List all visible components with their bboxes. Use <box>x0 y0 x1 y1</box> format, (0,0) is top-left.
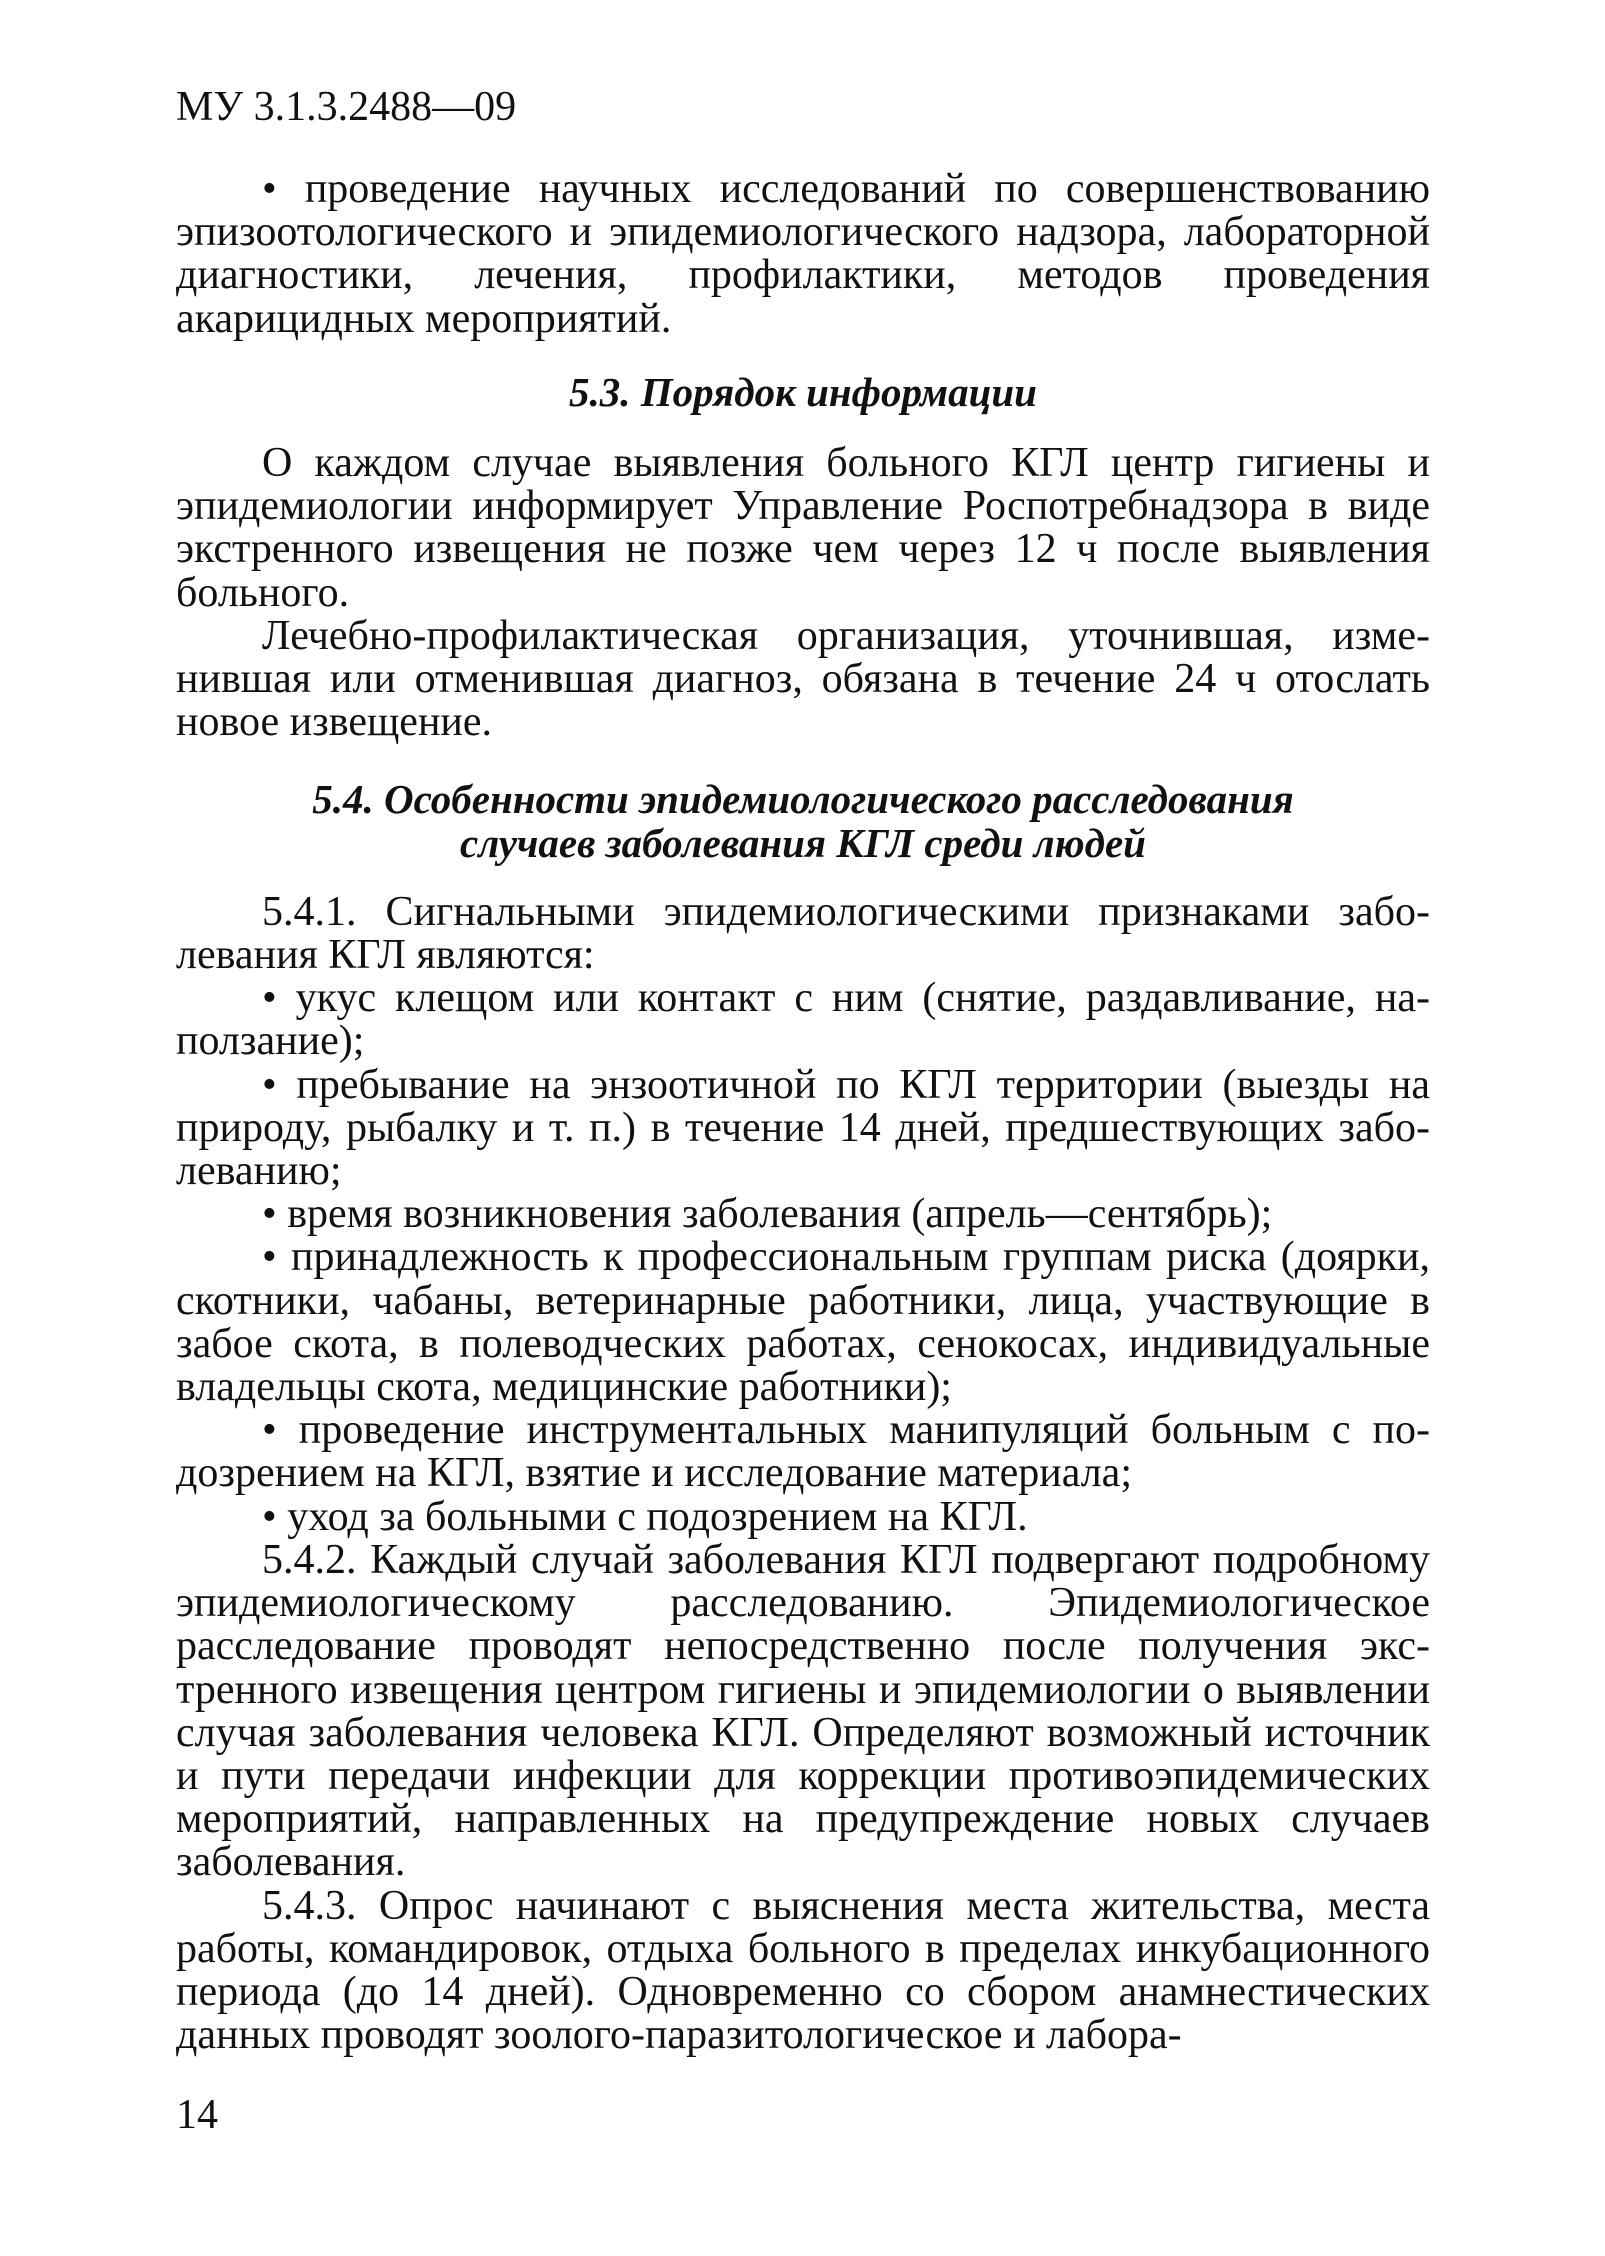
paragraph-5-4-2: 5.4.2. Каждый случай заболевания КГЛ подвергают подробному эпидемиологическому расследованию. Эпидемиологическое расследование проводят непосредственно после получения экстренного извещения центром гигиены и эпидемиологии о выявлении случая заболевания человека КГЛ. Определяют возможный источник и пути передачи инфекции для коррекции противоэпидемических мероприятий, направленных на предупреждение новых случаев заболевания. <box>176 1536 1430 1886</box>
paragraph-5-4-1: 5.4.1. Сигнальными эпидемиологическими признаками заболевания КГЛ являются: <box>176 888 1430 979</box>
paragraph: Лечебно-профилактическая организация, уточнившая, изменившая или отменившая диагноз, обязана в течение 24 ч отослать новое извещение. <box>176 612 1430 746</box>
running-head: МУ 3.1.3.2488—09 <box>176 84 517 130</box>
section-heading-5-3: 5.3. Порядок информации <box>569 368 1037 415</box>
bullet-item: • проведение инструментальных манипуляций больным с подозрением на КГЛ, взятие и исследование материала; <box>176 1409 1430 1495</box>
section-heading-5-4-line1: 5.4. Особенности эпидемиологического расследования <box>312 776 1294 823</box>
bullet-item: • принадлежность к профессиональным группам риска (доярки, скотники, чабаны, ветеринарные работники, лица, участвующие в забое скота, в полеводческих работах, сенокосах, индивидуальные владельцы скота, медицинские работники); <box>176 1236 1430 1409</box>
bullet-item: • время возникновения заболевания (апрель—сентябрь); <box>176 1193 1430 1236</box>
page-body <box>176 168 1430 2057</box>
paragraph-5-4-3: 5.4.3. Опрос начинают с выяснения места жительства, места работы, командировок, отдыха больного в пределах инкубационного периода (до 14 дней). Одновременно со сбором анамнестических данных проводят зоолого-паразитологическое и лабора- <box>176 1882 1430 2059</box>
section-heading-5-4-line2: случаев заболевания КГЛ среди людей <box>460 819 1146 866</box>
bullet-item: • пребывание на энзоотичной по КГЛ территории (выезды на природу, рыбалку и т. п.) в течение 14 дней, предшествующих заболеванию; <box>176 1064 1430 1194</box>
page-number: 14 <box>176 2092 218 2138</box>
bullet-item: • уход за больными с подозрением на КГЛ. <box>176 1496 1430 1539</box>
section-heading-5-4 <box>176 778 1430 864</box>
bullet-item: • проведение научных исследований по совершенствованию эпизоотологического и эпидемиологического надзора, лабораторной диагностики, лечения, профилактики, методов проведения акарицидных мероприятий. <box>176 168 1430 341</box>
paragraph: О каждом случае выявления больного КГЛ центр гигиены и эпидемиологии информирует Управление Роспотребнадзора в виде экстренного извещения не позже чем через 12 ч после выявления больного. <box>176 440 1430 616</box>
bullet-item: • укус клещом или контакт с ним (снятие, раздавливание, наползание); <box>176 977 1430 1063</box>
